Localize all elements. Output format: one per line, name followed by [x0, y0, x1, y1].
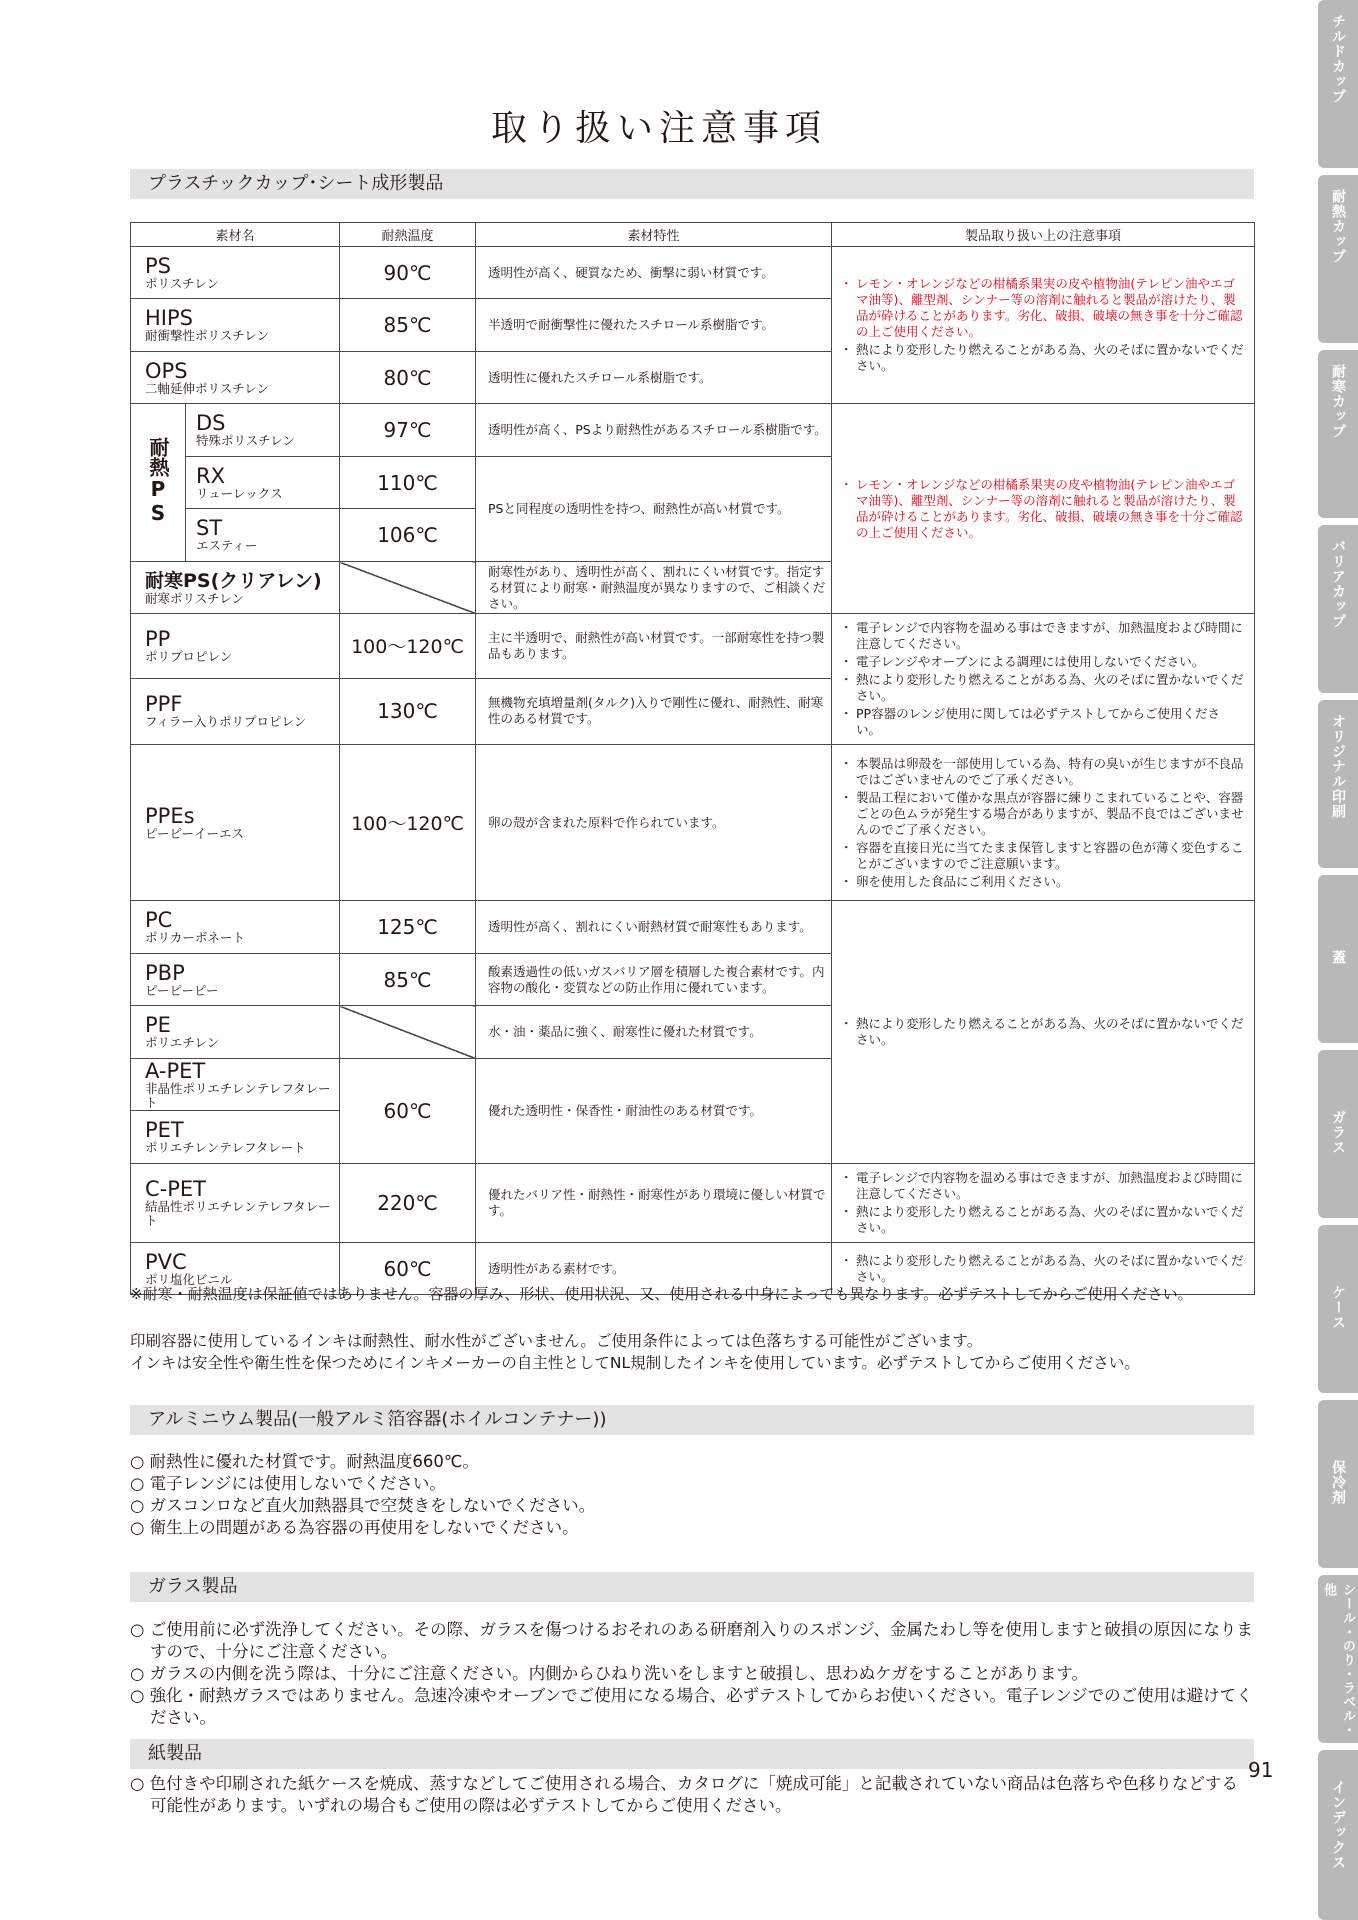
list-item: ○ 耐熱性に優れた材質です。耐熱温度660℃。: [130, 1452, 479, 1471]
material-subname: 耐衝撃性ポリスチレン: [145, 328, 269, 343]
material-subname: ポリ塩化ビニル: [145, 1271, 233, 1287]
material-property: 透明性がある素材です。: [476, 1243, 832, 1295]
material-property: 酸素透過性の低いガスバリア層を積層した複合素材です。内容物の酸化・変質などの防止作用に優れています。: [476, 954, 832, 1006]
material-subname: 非晶性ポリエチレンテレフタレート: [145, 1080, 331, 1110]
side-tab-seal-label[interactable]: シール・のり・ラベル・他: [1318, 1575, 1358, 1743]
material-property: PSと同程度の透明性を持つ、耐熱性が高い材質です。: [476, 457, 832, 562]
section-heading-paper: 紙製品: [130, 1739, 1254, 1769]
material-subname: 二軸延伸ポリスチレン: [145, 380, 269, 396]
ink-note-1: 印刷容器に使用しているインキは耐熱性、耐水性がございません。ご使用条件によっては色落ちする可能性がございます。: [130, 1332, 983, 1350]
caution-notes-group2: [832, 404, 1255, 614]
temperature-footnote: ※耐寒・耐熱温度は保証値ではありません。容器の厚み、形状、使用状況、又、使用される中身によっても異なります。必ずテストしてからご使用ください。: [130, 1285, 1193, 1303]
material-subname: ポリエチレン: [145, 1035, 220, 1050]
page-number: 91: [1248, 1758, 1274, 1782]
side-tab-glass[interactable]: ガラス: [1318, 1050, 1358, 1218]
caution-item: ・ 本製品は卵殻を一部使用している為、特有の臭いが生じますが不良品ではございませんのでご了承ください。: [842, 756, 1244, 788]
material-property: 半透明で耐衝撃性に優れたスチロール系樹脂です。: [476, 299, 832, 352]
side-tab-barrier-cup[interactable]: バリアカップ: [1318, 525, 1358, 693]
list-item: ○ ガスコンロなど直火加熱器具で空焚きをしないでください。: [130, 1496, 596, 1515]
material-property: 優れたバリア性・耐熱性・耐寒性があり環境に優しい材質です。: [476, 1164, 832, 1243]
material-name: DS: [196, 411, 226, 435]
material-cell: [131, 299, 340, 352]
side-tab-ice-pack[interactable]: 保冷剤: [1318, 1400, 1358, 1568]
material-subname: ポリプロピレン: [145, 648, 233, 664]
material-name: PBP: [145, 960, 185, 985]
heat-temp: 97℃: [340, 404, 476, 457]
table-row: [131, 614, 1255, 679]
material-subname: 耐寒ポリスチレン: [145, 590, 244, 606]
material-subname: 結晶性ポリエチレンテレフタレート: [145, 1199, 331, 1228]
material-cell: [131, 247, 340, 299]
side-tab-lid[interactable]: 蓋: [1318, 875, 1358, 1043]
material-cell: [186, 509, 340, 562]
material-cell: [186, 457, 340, 509]
material-cell: [131, 352, 340, 404]
material-name: OPS: [145, 358, 188, 383]
material-name: PPEs: [145, 803, 195, 828]
material-subname: リューレックス: [196, 485, 283, 501]
material-property: 透明性が高く、割れにくい耐熱材質で耐寒性もあります。: [476, 901, 832, 954]
side-tab-chilled-cup[interactable]: チルドカップ: [1318, 0, 1358, 168]
header-property: 素材特性: [476, 223, 832, 247]
material-property: 無機物充填増量剤(タルク)入りで剛性に優れ、耐熱性、耐寒性のある材質です。: [476, 678, 832, 744]
caution-item: ・ 熱により変形したり燃えることがある為、火のそばに置かないでください。: [842, 342, 1244, 374]
side-tab-index[interactable]: インデックス: [1318, 1750, 1358, 1920]
list-item: ○ 電子レンジには使用しないでください。: [130, 1474, 446, 1493]
table-row: [131, 404, 1255, 457]
caution-item: ・ 電子レンジで内容物を温める事はできますが、加熱温度および時間に注意してください。: [842, 620, 1244, 652]
caution-item: ・ 熱により変形したり燃えることがある為、火のそばに置かないでください。: [842, 1204, 1244, 1236]
material-subname: 特殊ポリスチレン: [196, 433, 295, 448]
material-subname: ポリスチレン: [145, 275, 219, 291]
material-cell: [131, 954, 340, 1006]
caution-item: ・ 電子レンジやオーブンによる調理には使用しないでください。: [842, 654, 1244, 670]
material-name: PE: [145, 1013, 171, 1037]
section-heading-glass: ガラス製品: [130, 1572, 1254, 1602]
heat-temp: 60℃: [340, 1059, 476, 1164]
heat-ps-group-label: 耐熱PS: [131, 404, 186, 562]
material-name: PP: [145, 626, 171, 651]
material-table: [130, 222, 1255, 1295]
heat-temp-empty: [340, 1006, 476, 1059]
material-name: HIPS: [145, 306, 193, 330]
caution-item: ・ レモン・オレンジなどの柑橘系果実の皮や植物油(テレピン油やエゴマ油等)、離型剤、シンナー等の溶剤に触れると製品が溶けたり、製品が砕けることがあります。劣化、破損、破壊の無き事を十分ご確認の上ご使用ください。: [842, 477, 1244, 541]
caution-item: ・ レモン・オレンジなどの柑橘系果実の皮や植物油(テレピン油やエゴマ油等)、離型剤、シンナー等の溶剤に触れると製品が溶けたり、製品が砕けることがあります。劣化、破損、破壊の無き事を十分ご確認の上ご使用ください。: [842, 276, 1244, 340]
header-caution: 製品取り扱い上の注意事項: [832, 223, 1255, 247]
heat-temp: 90℃: [340, 247, 476, 299]
material-property: 耐寒性があり、透明性が高く、割れにくい材質です。指定する材質により耐寒・耐熱温度が異なりますので、ご相談ください。: [476, 562, 832, 614]
material-subname: ポリエチレンテレフタレート: [145, 1140, 306, 1155]
page-title: 取り扱い注意事項: [490, 108, 827, 149]
material-name: PET: [145, 1118, 184, 1142]
section-heading-aluminum: アルミニウム製品(一般アルミ箔容器(ホイルコンテナー)): [130, 1405, 1254, 1435]
material-name: PPF: [145, 692, 183, 717]
material-cell: [131, 678, 340, 744]
material-name: PS: [145, 253, 171, 278]
material-subname: フィラー入りポリプロピレン: [145, 714, 307, 730]
list-item: ○ ガラスの内側を洗う際は、十分にご注意ください。内側からひねり洗いをしますと破損し、思わぬケガをすることがあります。: [130, 1664, 1088, 1683]
caution-item: ・ PP容器のレンジ使用に関しては必ずテストしてからご使用ください。: [842, 706, 1244, 738]
material-property: 主に半透明で、耐熱性が高い材質です。一部耐寒性を持つ製品もあります。: [476, 614, 832, 679]
material-property: 卵の殻が含まれた原料で作られています。: [476, 745, 832, 901]
header-heat-temp: 耐熱温度: [340, 223, 476, 247]
heat-temp: 125℃: [340, 901, 476, 954]
caution-notes-pc-group: [832, 901, 1255, 1164]
material-cell: [131, 1164, 340, 1243]
caution-item: ・ 熱により変形したり燃えることがある為、火のそばに置かないでください。: [842, 672, 1244, 704]
heat-temp: 106℃: [340, 509, 476, 562]
section-heading-plastic: プラスチックカップ･シート成形製品: [130, 169, 1254, 199]
material-name: RX: [196, 463, 225, 488]
heat-temp: 60℃: [340, 1243, 476, 1295]
caution-item: ・ 熱により変形したり燃えることがある為、火のそばに置かないでください。: [842, 1016, 1244, 1048]
heat-temp: 85℃: [340, 954, 476, 1006]
material-name: A-PET: [145, 1058, 206, 1083]
list-item: ○ 衛生上の問題がある為容器の再使用をしないでください。: [130, 1518, 579, 1537]
material-name: 耐寒PS(クリアレン): [145, 569, 322, 592]
ink-note-2: インキは安全性や衛生性を保つためにインキメーカーの自主性としてNL規制したインキを使用しています。必ずテストしてからご使用ください。: [130, 1354, 1140, 1372]
caution-item: ・ 製品工程において僅かな黒点が容器に練りこまれていることや、容器ごとの色ムラが発生する場合がありますが、製品不良ではございませんのでご了承ください。: [842, 790, 1244, 838]
caution-notes-group1: [832, 247, 1255, 404]
list-item: ○ 強化・耐熱ガラスではありません。急速冷凍やオーブンでご使用になる場合、必ずテストしてからお使いください。電子レンジでのご使用は避けてください。: [130, 1686, 1253, 1727]
table-header-row: [131, 223, 1255, 247]
material-cell: [186, 404, 340, 457]
side-tab-case[interactable]: ケース: [1318, 1225, 1358, 1393]
material-property: 透明性が高く、PSより耐熱性があるスチロール系樹脂です。: [476, 404, 832, 457]
material-cell: [131, 745, 340, 901]
caution-item: ・ 熱により変形したり燃えることがある為、火のそばに置かないでください。: [842, 1253, 1244, 1285]
material-property: 水・油・薬品に強く、耐寒性に優れた材質です。: [476, 1006, 832, 1059]
material-cell: [131, 614, 340, 679]
table-row: [131, 745, 1255, 901]
material-name: ST: [196, 516, 223, 540]
material-cell: [131, 901, 340, 954]
material-subname: ポリカーボネート: [145, 930, 245, 945]
caution-item: ・ 卵を使用した食品にご利用ください。: [842, 874, 1244, 890]
table-row: [131, 1164, 1255, 1243]
material-property: 優れた透明性・保香性・耐油性のある材質です。: [476, 1059, 832, 1164]
side-tab-original-print[interactable]: オリジナル印刷: [1318, 700, 1358, 868]
material-cell: [131, 1006, 340, 1059]
material-cell: [131, 1111, 340, 1164]
glass-list: [130, 1619, 1254, 1729]
caution-notes-ppes: [832, 745, 1255, 901]
heat-temp: 110℃: [340, 457, 476, 509]
material-property: 透明性が高く、硬質なため、衝撃に弱い材質です。: [476, 247, 832, 299]
side-tab-heat-cup[interactable]: 耐熱カップ: [1318, 175, 1358, 343]
material-name: PC: [145, 908, 173, 932]
heat-temp: 80℃: [340, 352, 476, 404]
table-row: [131, 901, 1255, 954]
table-row: [131, 247, 1255, 299]
paper-list: [130, 1773, 1254, 1817]
material-subname: ピーピーイーエス: [145, 825, 245, 841]
heat-temp: 85℃: [340, 299, 476, 352]
material-subname: エスティー: [196, 538, 258, 553]
material-name: PVC: [145, 1249, 187, 1274]
caution-notes-cpet: [832, 1164, 1255, 1243]
list-item: ○ ご使用前に必ず洗浄してください。その際、ガラスを傷つけるおそれのある研磨剤入りのスポンジ、金属たわし等を使用しますと破損の原因になりますので、十分にご注意ください。: [130, 1620, 1253, 1661]
header-material: 素材名: [131, 223, 340, 247]
heat-temp-empty: [340, 562, 476, 614]
material-cell: [131, 562, 340, 614]
heat-temp: 100〜120℃: [340, 745, 476, 901]
heat-temp: 100〜120℃: [340, 614, 476, 679]
heat-temp: 130℃: [340, 678, 476, 744]
side-tab-cold-cup[interactable]: 耐寒カップ: [1318, 350, 1358, 518]
material-name: C-PET: [145, 1177, 207, 1201]
caution-notes-pp: [832, 614, 1255, 745]
caution-item: ・ 電子レンジで内容物を温める事はできますが、加熱温度および時間に注意してください。: [842, 1170, 1244, 1202]
aluminum-list: [130, 1451, 1254, 1539]
heat-temp: 220℃: [340, 1164, 476, 1243]
list-item: ○ 色付きや印刷された紙ケースを焼成、蒸すなどしてご使用される場合、カタログに「焼成可能」と記載されていない商品は色落ちや色移りなどする可能性があります。いずれの場合もご使用の際は必ずテストしてからご使用ください。: [130, 1774, 1238, 1815]
material-subname: ピーピーピー: [145, 982, 219, 998]
caution-item: ・ 容器を直接日光に当てたまま保管しますと容器の色が薄く変色することがございますのでご注意願います。: [842, 840, 1244, 872]
material-cell: [131, 1059, 340, 1111]
material-property: 透明性に優れたスチロール系樹脂です。: [476, 352, 832, 404]
